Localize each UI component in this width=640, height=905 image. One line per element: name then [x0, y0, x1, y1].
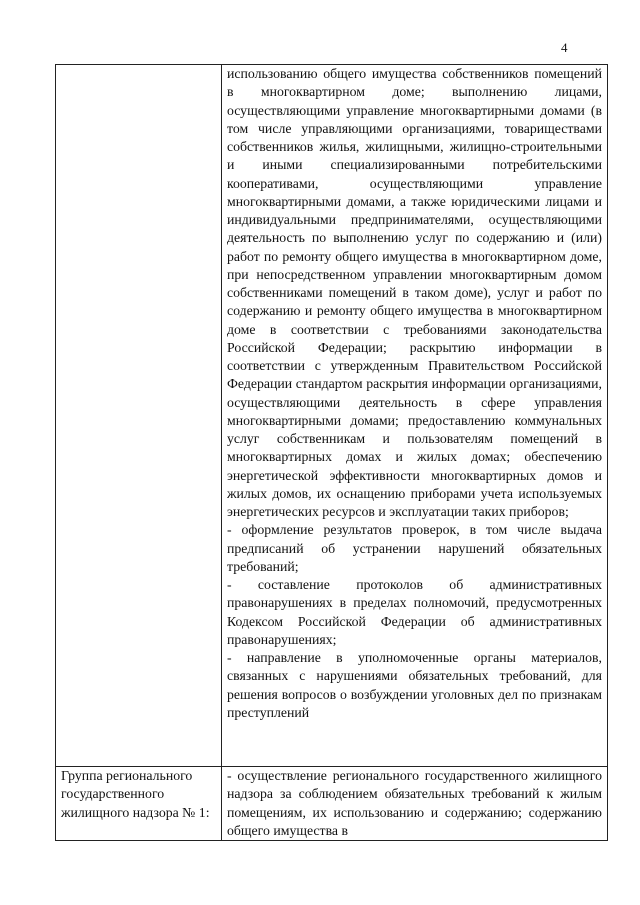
- department-cell: Группа регионального государственного жилищного надзора № 1:: [56, 767, 222, 841]
- duties-cell: [222, 65, 608, 767]
- duties-cell: [222, 767, 608, 841]
- table-row: [56, 65, 608, 767]
- department-cell: [56, 65, 222, 767]
- duties-table: [55, 64, 608, 841]
- duties-paragraph: - составление протоколов об административных правонарушениях в пределах полномочий, предусмотренных Кодексом Российской Федерации об административных правонарушениях;: [227, 577, 602, 647]
- duties-paragraph: - оформление результатов проверок, в том числе выдача предписаний об устранении нарушений обязательных требований;: [227, 522, 602, 574]
- duties-paragraph: - направление в уполномоченные органы материалов, связанных с нарушениями обязательных требований, для решения вопросов о возбуждении уголовных дел по признакам преступлений: [227, 650, 602, 720]
- duties-paragraph: использованию общего имущества собственников помещений в многоквартирном доме; выполнению лицами, осуществляющими управление многоквартирными домами (в том числе управляющими организациями, товариществами собственников жилья, жилищными, жилищно-строительными и иными специализированными потребительскими кооперативами, осуществляющими управление многоквартирными домами, а также юридическими лицами и индивидуальными предпринимателями, осуществляющими деятельность по выполнению услуг по содержанию и (или) работ по ремонту общего имущества в многоквартирном доме, при непосредственном управлении многоквартирным домом собственниками помещений в таком доме), услуг и работ по содержанию и ремонту общего имущества в многоквартирном доме в соответствии с требованиями законодательства Российской Федерации; раскрытию информации в соответствии с утвержденным Правительством Российской Федерации стандартом раскрытия информации организациями, осуществляющими деятельность в сфере управления многоквартирными домами; предоставлению коммунальных услуг собственникам и пользователям помещений в многоквартирных домах и жилых домах; обеспечению энергетической эффективности многоквартирных домов и жилых домов, их оснащению приборами учета используемых энергетических ресурсов и эксплуатации таких приборов;: [227, 66, 602, 519]
- page-number: 4: [561, 40, 568, 55]
- duties-paragraph: - осуществление регионального государственного жилищного надзора за соблюдением обязательных требований к жилым помещениям, их использованию и содержанию; содержанию общего имущества в: [227, 768, 602, 838]
- table-row: [56, 767, 608, 841]
